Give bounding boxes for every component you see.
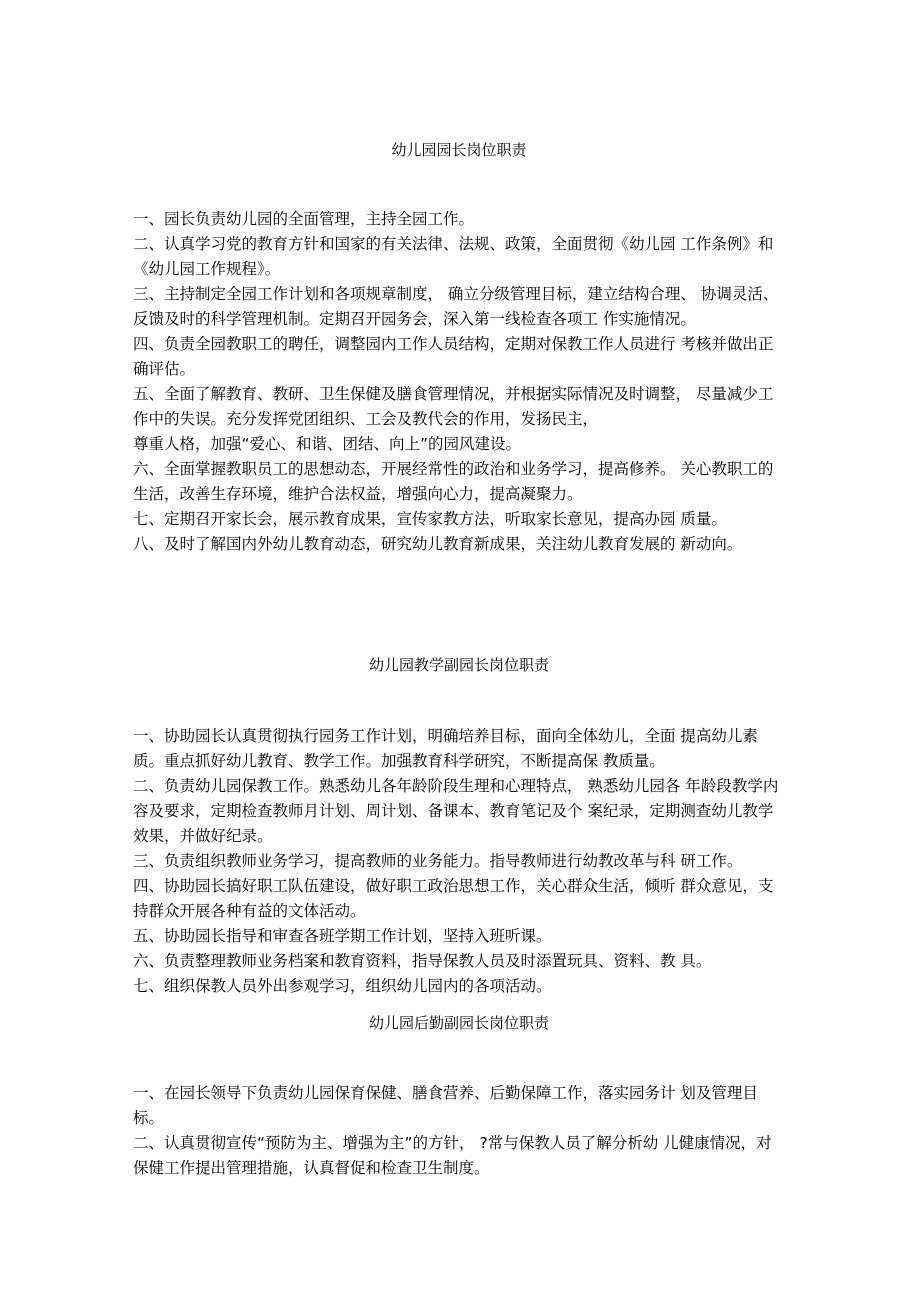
section-principal-duties	[133, 140, 785, 557]
duty-paragraph: 三、负责组织教师业务学习，提高教师的业务能力。指导教师进行幼教改革与科 研工作。	[133, 852, 743, 870]
duty-paragraph: 三、主持制定全园工作计划和各项规章制度， 确立分级管理目标，建立结构合理、 协调灵活、反馈及时的科学管理机制。定期召开园务会，深入第一线检查各项工 作实施情况。	[133, 285, 779, 328]
duty-paragraph: 二、认真学习党的教育方针和国家的有关法律、法规、政策，全面贯彻《幼儿园 工作条例》和《幼儿园工作规程》。	[133, 235, 774, 278]
section-title: 幼儿园后勤副园长岗位职责	[368, 1014, 549, 1032]
section-title: 幼儿园教学副园长岗位职责	[368, 656, 549, 674]
duty-paragraph: 七、定期召开家长会，展示教育成果，宣传家教方法，听取家长意见，提高办园 质量。	[133, 510, 727, 528]
duty-paragraph: 一、在园长领导下负责幼儿园保育保健、膳食营养、后勤保障工作，落实园务计 划及管理目标。	[133, 1084, 758, 1127]
duty-paragraph: 八、及时了解国内外幼儿教育动态，研究幼儿教育新成果，关注幼儿教育发展的 新动向。	[133, 535, 743, 553]
duty-paragraph: 四、负责全园教职工的聘任，调整园内工作人员结构，定期对保教工作人员进行 考核并做出正确评估。	[133, 335, 774, 378]
duty-paragraph: 四、协助园长搞好职工队伍建设，做好职工政治思想工作，关心群众生活，倾听 群众意见，支持群众开展各种有益的文体活动。	[133, 877, 774, 920]
section-teaching-vice-principal-duties	[133, 655, 785, 999]
duty-paragraph: 二、认真贯彻宣传“预防为主、增强为主”的方针， ?常与保教人员了解分析幼 儿健康情况，对保健工作提出管理措施，认真督促和检查卫生制度。	[133, 1134, 772, 1177]
section-logistics-vice-principal-duties	[133, 1013, 785, 1181]
section-body	[133, 724, 785, 999]
duty-paragraph: 尊重人格，加强“爱心、和谐、团结、向上”的园风建设。	[133, 435, 522, 453]
duty-paragraph: 二、负责幼儿园保教工作。熟悉幼儿各年龄阶段生理和心理特点， 熟悉幼儿园各 年龄段教学内容及要求，定期检查教师月计划、周计划、备课本、教育笔记及个 案纪录，定期测查幼儿教学效果，并做好纪录。	[133, 777, 779, 845]
duty-paragraph: 五、全面了解教育、教研、卫生保健及膳食管理情况，并根据实际情况及时调整， 尽量减少工作中的失误。充分发挥党团组织、工会及教代会的作用，发扬民主，	[133, 385, 774, 428]
duty-paragraph: 一、协助园长认真贯彻执行园务工作计划，明确培养目标，面向全体幼儿，全面 提高幼儿素质。重点抓好幼儿教育、教学工作。加强教育科学研究，不断提高保 教质量。	[133, 727, 758, 770]
duty-paragraph: 一、园长负责幼儿园的全面管理，主持全园工作。	[133, 210, 475, 228]
section-body	[133, 207, 785, 557]
section-title: 幼儿园园长岗位职责	[391, 141, 527, 159]
section-body	[133, 1081, 785, 1181]
duty-paragraph: 六、负责整理教师业务档案和教育资料，指导保教人员及时添置玩具、资料、教 具。	[133, 952, 712, 970]
duty-paragraph: 五、协助园长指导和审查各班学期工作计划，坚持入班听课。	[133, 927, 552, 945]
duty-paragraph: 七、组织保教人员外出参观学习，组织幼儿园内的各项活动。	[133, 977, 552, 995]
duty-paragraph: 六、全面掌握教职员工的思想动态，开展经常性的政治和业务学习，提高修养。 关心教职工的生活，改善生存环境，维护合法权益，增强向心力，提高凝聚力。	[133, 460, 774, 503]
